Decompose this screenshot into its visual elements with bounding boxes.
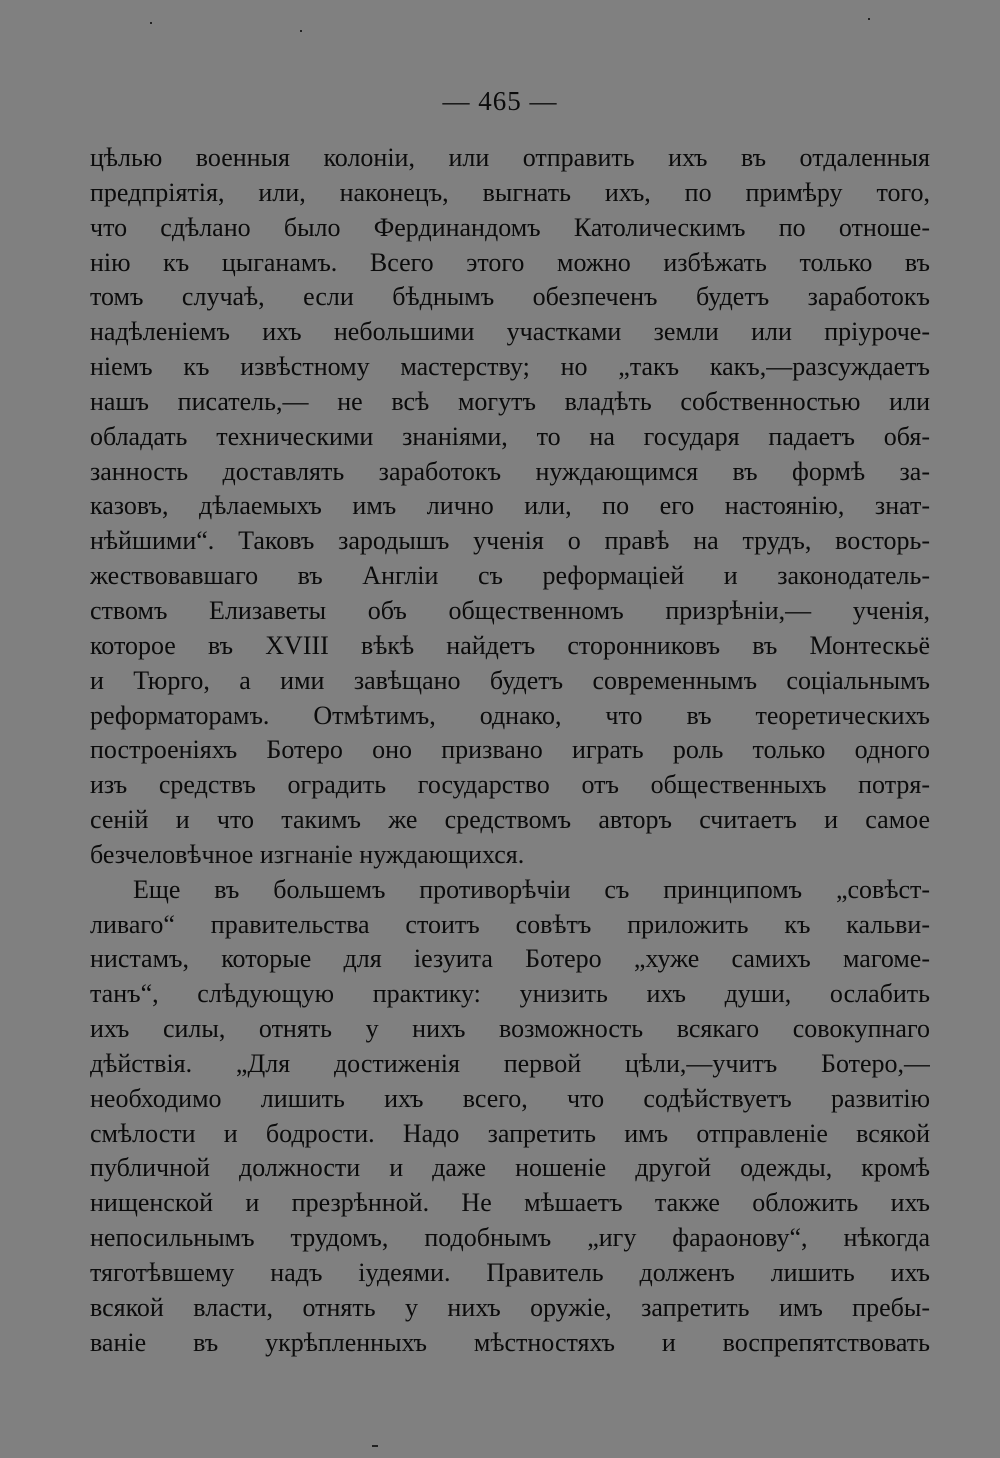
text-line: всякой власти, отнять у нихъ оружіе, запретить имъ пребы-: [90, 1292, 930, 1322]
text-line: томъ случаѣ, если бѣднымъ обезпеченъ будетъ заработокъ: [90, 282, 930, 312]
text-line: нѣйшими“. Таковъ зародышъ ученія о правѣ на трудъ, восторь-: [90, 526, 930, 556]
text-line: предпріятія, или, наконецъ, выгнать ихъ, по примѣру того,: [90, 177, 930, 207]
scan-speck: [300, 30, 302, 32]
text-line: Еще въ большемъ противорѣчіи съ принципомъ „совѣст-: [133, 874, 930, 904]
text-line: дѣйствія. „Для достиженія первой цѣли,—учитъ Ботеро,—: [90, 1048, 930, 1078]
text-line: жествовавшаго въ Англіи съ реформаціей и законодатель-: [90, 561, 930, 591]
scan-speck: [868, 18, 870, 20]
text-line: нашъ писатель,— не всѣ могутъ владѣть собственностью или: [90, 386, 930, 416]
text-line: ваніе въ укрѣпленныхъ мѣстностяхъ и воспрепятствовать: [90, 1327, 930, 1357]
text-line: ніемъ къ извѣстному мастерству; но „такъ какъ,—разсуждаетъ: [90, 352, 930, 382]
text-line: смѣлости и бодрости. Надо запретить имъ отправленіе всякой: [90, 1118, 930, 1148]
text-line: публичной должности и даже ношеніе другой одежды, кромѣ: [90, 1153, 930, 1183]
text-line: нію къ цыганамъ. Всего этого можно избѣжать только въ: [90, 247, 930, 277]
text-line: сеній и что такимъ же средствомъ авторъ считаетъ и самое: [90, 805, 930, 835]
text-line: надѣленіемъ ихъ небольшими участками земли или пріуроче-: [90, 317, 930, 347]
text-line: ихъ силы, отнять у нихъ возможность всякаго совокупнаго: [90, 1014, 930, 1044]
page-number: — 465 —: [442, 86, 558, 116]
text-line: казовъ, дѣлаемыхъ имъ лично или, по его настоянію, знат-: [90, 491, 930, 521]
text-line: цѣлью военныя колоніи, или отправить ихъ въ отдаленныя: [90, 143, 930, 172]
text-line: изъ средствъ оградить государство отъ общественныхъ потря-: [90, 770, 930, 800]
text-line: и Тюрго, а ими завѣщано будетъ современнымъ соціальнымъ: [90, 665, 930, 695]
text-line: реформаторамъ. Отмѣтимъ, однако, что въ теоретическихъ: [90, 700, 930, 730]
text-line: ствомъ Елизаветы объ общественномъ призрѣніи,— ученія,: [90, 595, 930, 625]
scan-speck: [372, 1445, 378, 1447]
scan-speck: [150, 22, 152, 24]
text-line: безчеловѣчное изгнаніе нуждающихся.: [90, 839, 525, 869]
text-line: нистамъ, которые для іезуита Ботеро „хуже самихъ магоме-: [90, 944, 930, 974]
body-text: [90, 141, 930, 1361]
text-line: ливаго“ правительства стоитъ совѣтъ приложить къ кальви-: [90, 909, 930, 939]
text-line: построеніяхъ Ботеро оно призвано играть роль только одного: [90, 735, 930, 765]
text-line: непосильнымъ трудомъ, подобнымъ „игу фараонову“, нѣкогда: [90, 1223, 930, 1253]
text-line: которое въ XVIII вѣкѣ найдетъ сторонниковъ въ Монтескьё: [90, 630, 930, 660]
text-line: необходимо лишить ихъ всего, что содѣйствуетъ развитію: [90, 1083, 930, 1113]
text-line: занность доставлять заработокъ нуждающимся въ формѣ за-: [90, 456, 930, 486]
text-line: обладать техническими знаніями, то на государя падаетъ обя-: [90, 421, 930, 451]
text-line: нищенской и презрѣнной. Не мѣшаетъ также обложить ихъ: [90, 1188, 930, 1218]
text-line: танъ“, слѣдующую практику: унизить ихъ души, ослабить: [90, 979, 930, 1009]
text-line: тяготѣвшему надъ іудеями. Правитель долженъ лишить ихъ: [90, 1258, 930, 1287]
text-line: что сдѣлано было Фердинандомъ Католическимъ по отноше-: [90, 212, 930, 242]
